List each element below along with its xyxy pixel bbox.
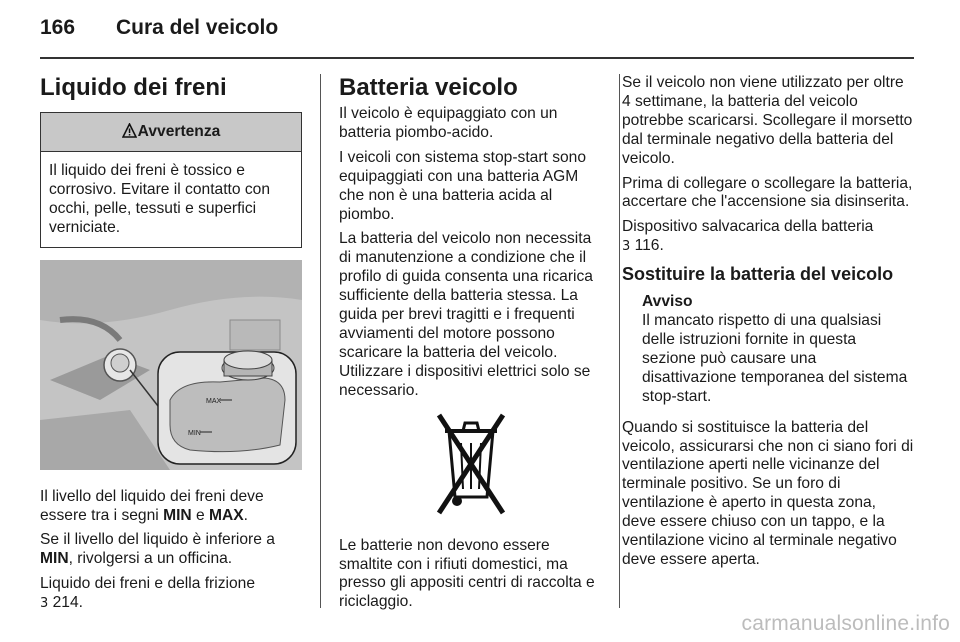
page-number: 166 <box>40 16 76 39</box>
cross-reference-icon: 3 <box>622 239 631 255</box>
column-divider-2 <box>619 74 620 608</box>
brake-fluid-reservoir-image <box>40 260 302 470</box>
image-label-max: MAX <box>206 397 222 405</box>
notice-title: Avviso <box>642 293 693 311</box>
battery-maintenance-paragraph: La batteria del veicolo non necessita di manutenzione a condizione che il profilo di guida consenta una ricarica sufficiente della batteria stessa. La guida per brevi tragitti e i frequenti avviamenti del motore possono scaricare la batteria del veicolo. Utilizzare i dispositivi elettrici solo se necessario. <box>339 230 593 399</box>
notice-text: Il mancato rispetto di una qualsiasi delle istruzioni fornite in questa sezione può causare una disattivazione temporanea del sistema stop-start. <box>642 312 908 405</box>
warning-header <box>41 113 301 152</box>
warning-box <box>40 112 302 248</box>
column-vehicle-battery <box>339 74 603 618</box>
crossed-out-wheelie-bin-icon <box>339 409 603 527</box>
brake-fluid-level-paragraph: Il livello del liquido dei freni deve essere tra i segni MIN e MAX. <box>40 487 264 524</box>
stop-start-battery-paragraph: I veicoli con sistema stop-start sono equipaggiati con una batteria AGM che non è una batteria acida al piombo. <box>339 148 587 223</box>
battery-replacement-paragraph: Quando si sostituisce la batteria del veicolo, assicurarsi che non ci siano fori di ventilazione aperti nelle vicinanze del terminale positivo. Se un foro di ventilazione è aperto in questa zona, deve essere chiuso con un tappo, e la ventilazione vicino al terminale negativo deve essere aperta. <box>622 418 914 568</box>
page-reference-link[interactable]: 116. <box>630 237 664 255</box>
column-battery-continued <box>622 74 914 576</box>
notice-box <box>622 293 914 406</box>
min-mark: MIN <box>163 506 192 524</box>
column-brake-fluid <box>40 74 304 620</box>
section-title: Cura del veicolo <box>116 16 279 39</box>
battery-disposal-paragraph: Le batterie non devono essere smaltite con i rifiuti domestici, ma presso gli appositi centri di raccolta e riciclaggio. <box>339 536 595 611</box>
watermark: carmanualsonline.info <box>741 612 950 635</box>
vehicle-battery-heading: Batteria veicolo <box>339 74 518 101</box>
cross-reference-icon: 3 <box>40 596 49 612</box>
max-mark: MAX <box>209 506 244 524</box>
column-divider-1 <box>320 74 321 608</box>
warning-triangle-icon <box>122 115 137 153</box>
battery-ignition-paragraph: Prima di collegare o scollegare la batteria, accertare che l'accensione sia disinserita. <box>622 174 913 211</box>
brake-fluid-heading: Liquido dei freni <box>40 74 227 101</box>
brake-fluid-reference-paragraph: Liquido dei freni e della frizione 3 214. <box>40 575 255 612</box>
warning-title: Avvertenza <box>137 123 221 140</box>
battery-saver-paragraph: Dispositivo salvacarica della batteria 3 116. <box>622 218 874 255</box>
header-rule <box>40 57 914 59</box>
page-reference-link[interactable]: 214. <box>48 594 83 612</box>
warning-text: Il liquido dei freni è tossico e corrosivo. Evitare il contatto con occhi, pelle, tessuti e superfici verniciate. <box>49 162 271 236</box>
image-label-min: MIN <box>188 429 201 437</box>
battery-unused-paragraph: Se il veicolo non viene utilizzato per oltre 4 settimane, la batteria del veicolo potrebbe scaricarsi. Scollegare il morsetto dal terminale negativo della batteria del veicolo. <box>622 74 913 167</box>
brake-fluid-low-paragraph: Se il livello del liquido è inferiore a MIN, rivolgersi a un officina. <box>40 531 275 568</box>
battery-type-paragraph: Il veicolo è equipaggiato con un batteria piombo-acido. <box>339 105 558 141</box>
replace-battery-heading: Sostituire la batteria del veicolo <box>622 264 894 285</box>
